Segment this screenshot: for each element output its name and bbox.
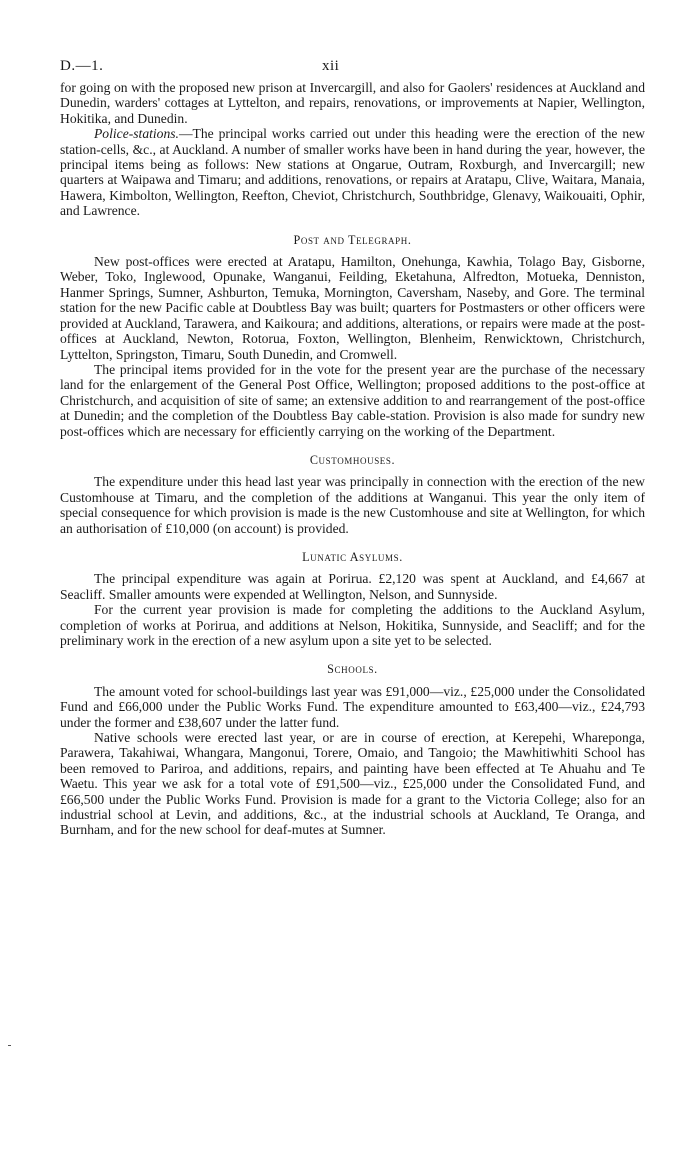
running-head xyxy=(60,58,645,80)
section-heading-customhouses: Customhouses. xyxy=(309,452,396,467)
section-heading-schools: Schools. xyxy=(327,662,378,677)
body-text xyxy=(60,80,645,838)
paragraph-asylum-expenditure: The principal expenditure was again at Porirua. £2,120 was spent at Auckland, and £4,667 at Seacliff. Smaller amounts were expended at Wellington, Nelson, and Sunnyside. xyxy=(60,571,645,602)
paragraph-school-vote: The amount voted for school-buildings last year was £91,000—viz., £25,000 under the Consolidated Fund and £66,000 under the Public Works Fund. The expenditure amounted to £63,400—viz., £24,793 under the former and £38,607 under the latter fund. xyxy=(60,683,645,730)
paragraph-prisons-continued: for going on with the proposed new prison at Invercargill, and also for Gaolers' residences at Auckland and Dunedin, warders' cottages at Lyttelton, and repairs, renovations, or improvements at Napier, Wellington, Hokitika, and Dunedin. xyxy=(60,80,645,126)
paragraph-police-stations xyxy=(60,126,645,218)
section-heading-post-and-telegraph: Post and Telegraph. xyxy=(293,232,412,247)
document-page xyxy=(60,58,645,838)
paragraph-native-schools: Native schools were erected last year, or are in course of erection, at Kerepehi, Whareponga, Parawera, Takahiwai, Whangara, Mangonui, Torere, Omaio, and Tangoio; the Mawhitiwhiti School has been removed to Pariroa, and additions, repairs, and painting have been effected at Te Ahuahu and Te Waetu. This year we ask for a total vote of £91,500—viz., £25,000 under the Consolidated Fund, and £66,500 under the Public Works Fund. Provision is made for a grant to the Victoria College; also for an industrial school at Levin, and additions, &c., at the industrial schools at Auckland, Te Oranga, and Burnham, and for the new school for deaf-mutes at Sumner. xyxy=(60,730,645,838)
paragraph-asylum-current-year: For the current year provision is made for completing the additions to the Auckland Asylum, completion of works at Porirua, and additions at Nelson, Hokitika, Sunnyside, and Seacliff; and for the preliminary work in the erection of a new asylum upon a site yet to be selected. xyxy=(60,602,645,648)
paragraph-police-stations-body: —The principal works carried out under this heading were the erection of the new station-cells, &c., at Auckland. A number of smaller works have been in hand during the year, however, the principal items being as follows: New stations at Ongarue, Outram, Roxburgh, and Invercargill; new quarters at Waipawa and Timaru; and additions, renovations, or repairs at Aratapu, Clive, Waitara, Manaia, Hawera, Kimbolton, Wellington, Reefton, Cheviot, Christchurch, Southbridge, Glenavy, Waikouaiti, Ophir, and Lawrence. xyxy=(60,126,645,219)
document-reference: D.—1. xyxy=(60,58,104,74)
paragraph-customhouses: The expenditure under this head last year was principally in connection with the erection of the new Customhouse at Timaru, and the completion of the additions at Wanganui. This year the only item of special consequence for which provision is made is the new Customhouse and site at Wellington, for which an authorisation of £10,000 (on account) is provided. xyxy=(60,474,645,536)
section-heading-lunatic-asylums: Lunatic Asylums. xyxy=(302,549,403,564)
margin-mark xyxy=(8,1045,11,1046)
paragraph-post-vote-items: The principal items provided for in the vote for the present year are the purchase of the necessary land for the enlargement of the General Post Office, Wellington; proposed additions to the post-office at Christchurch, and acquisition of site of same; an extensive addition to and rearrangement of the post-office at Dunedin; and the completion of the Doubtless Bay cable-station. Provision is also made for sundry new post-offices which are necessary for efficiently carrying on the working of the Department. xyxy=(60,361,645,439)
run-in-heading-police-stations: Police-stations. xyxy=(94,126,179,142)
page-number: xii xyxy=(322,58,340,74)
paragraph-new-post-offices: New post-offices were erected at Aratapu, Hamilton, Onehunga, Kawhia, Tolago Bay, Gisborne, Weber, Toko, Inglewood, Opunake, Wanganui, Feilding, Eketahuna, Alfredton, Motueka, Denniston, Hanmer Springs, Sumner, Ashburton, Temuka, Mornington, Caversham, Naseby, and Gore. The terminal station for the new Pacific cable at Doubtless Bay was built; quarters for Postmasters or other officers were provided at Auckland, Tarawera, and Kaikoura; and additions, alterations, or repairs were made at the post-offices at Auckland, Newton, Rotorua, Foxton, Wellington, Blenheim, Renwicktown, Christchurch, Lyttelton, Springston, Timaru, South Dunedin, and Cromwell. xyxy=(60,254,645,362)
